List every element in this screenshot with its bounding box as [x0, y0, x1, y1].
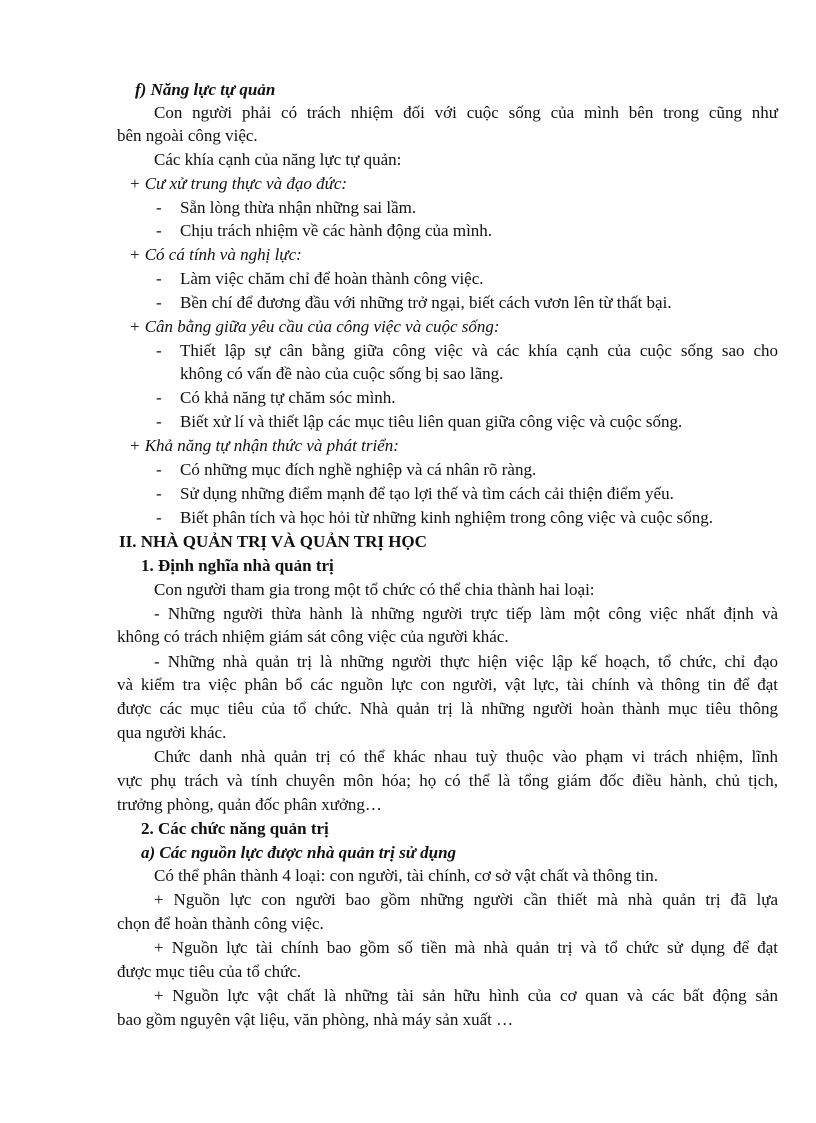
- paragraph-line: Chức danh nhà quản trị có thể khác nhau tuỳ thuộc vào phạm vi trách nhiệm, lĩnh: [154, 747, 778, 766]
- dash-marker: -: [156, 388, 162, 407]
- paragraph-line: - Những nhà quản trị là những người thực hiện việc lập kế hoạch, tổ chức, chỉ đạo: [154, 652, 778, 671]
- heading-subsection-1: 1. Định nghĩa nhà quản trị: [141, 556, 334, 575]
- paragraph-line: trưởng phòng, quản đốc phân xưởng…: [117, 795, 382, 814]
- heading-section-ii: II. NHÀ QUẢN TRỊ VÀ QUẢN TRỊ HỌC: [119, 532, 427, 551]
- list-item: Sử dụng những điểm mạnh để tạo lợi thế và tìm cách cải thiện điểm yếu.: [180, 484, 674, 503]
- subgroup-title: + Cư xử trung thực và đạo đức:: [129, 174, 348, 193]
- dash-marker: -: [156, 508, 162, 527]
- list-item: Biết xử lí và thiết lập các mục tiêu liên quan giữa công việc và cuộc sống.: [180, 412, 683, 431]
- paragraph-line: qua người khác.: [117, 723, 227, 742]
- dash-marker: -: [156, 221, 162, 240]
- paragraph-line: vực phụ trách và tính chuyên môn hóa; họ có thể là tổng giám đốc điều hành, chủ tịch,: [117, 771, 778, 790]
- list-item: Có khả năng tự chăm sóc mình.: [180, 388, 396, 407]
- paragraph-line: Con người tham gia trong một tổ chức có thể chia thành hai loại:: [154, 580, 595, 599]
- paragraph-line: Con người phải có trách nhiệm đối với cuộc sống của mình bên trong cũng như: [154, 103, 778, 122]
- dash-marker: -: [156, 341, 162, 360]
- subgroup-title: + Có cá tính và nghị lực:: [129, 245, 302, 264]
- paragraph-line: được mục tiêu của tổ chức.: [117, 962, 302, 981]
- dash-marker: -: [156, 198, 162, 217]
- paragraph-line: + Nguồn lực vật chất là những tài sản hữu hình của cơ quan và các bất động sản: [154, 986, 778, 1005]
- list-item-continuation: không có vấn đề nào của cuộc sống bị sao lãng.: [180, 364, 504, 383]
- paragraph-line: Có thể phân thành 4 loại: con người, tài chính, cơ sở vật chất và thông tin.: [154, 866, 659, 885]
- heading-subsection-2: 2. Các chức năng quản trị: [141, 819, 329, 838]
- subgroup-title: + Khả năng tự nhận thức và phát triển:: [129, 436, 399, 455]
- paragraph-line: được các mục tiêu của tổ chức. Nhà quản trị là những người hoàn thành mục tiêu thông: [117, 699, 778, 718]
- heading-subsection-2a: a) Các nguồn lực được nhà quản trị sử dụng: [141, 843, 457, 862]
- dash-marker: -: [156, 484, 162, 503]
- dash-marker: -: [156, 269, 162, 288]
- dash-marker: -: [156, 460, 162, 479]
- list-item: Thiết lập sự cân bằng giữa công việc và các khía cạnh của cuộc sống sao cho: [180, 341, 778, 360]
- paragraph-line: chọn để hoàn thành công việc.: [117, 914, 324, 933]
- list-item: Chịu trách nhiệm về các hành động của mình.: [180, 221, 493, 240]
- paragraph-line: + Nguồn lực con người bao gồm những người cần thiết mà nhà quản trị đã lựa: [154, 890, 778, 909]
- paragraph-line: + Nguồn lực tài chính bao gồm số tiền mà nhà quản trị và tổ chức sử dụng để đạt: [154, 938, 778, 957]
- dash-marker: -: [156, 412, 162, 431]
- paragraph-line: - Những người thừa hành là những người trực tiếp làm một công việc nhất định và: [154, 604, 778, 623]
- list-item: Có những mục đích nghề nghiệp và cá nhân rõ ràng.: [180, 460, 537, 479]
- list-item: Làm việc chăm chỉ để hoàn thành công việc.: [180, 269, 484, 288]
- dash-marker: -: [156, 293, 162, 312]
- paragraph-line: Các khía cạnh của năng lực tự quản:: [154, 150, 402, 169]
- paragraph-line: bên ngoài công việc.: [117, 126, 258, 145]
- list-item: Sẵn lòng thừa nhận những sai lầm.: [180, 198, 417, 217]
- paragraph-line: bao gồm nguyên vật liệu, văn phòng, nhà máy sản xuất …: [117, 1010, 514, 1029]
- paragraph-line: không có trách nhiệm giám sát công việc của người khác.: [117, 627, 509, 646]
- paragraph-line: và kiểm tra việc phân bổ các nguồn lực con người, vật lực, tài chính và thông tin để đạt: [117, 675, 778, 694]
- heading-section-f: f) Năng lực tự quản: [135, 80, 276, 99]
- list-item: Bền chí để đương đầu với những trở ngại, biết cách vươn lên từ thất bại.: [180, 293, 672, 312]
- subgroup-title: + Cân bằng giữa yêu cầu của công việc và cuộc sống:: [129, 317, 500, 336]
- list-item: Biết phân tích và học hỏi từ những kinh nghiệm trong công việc và cuộc sống.: [180, 508, 714, 527]
